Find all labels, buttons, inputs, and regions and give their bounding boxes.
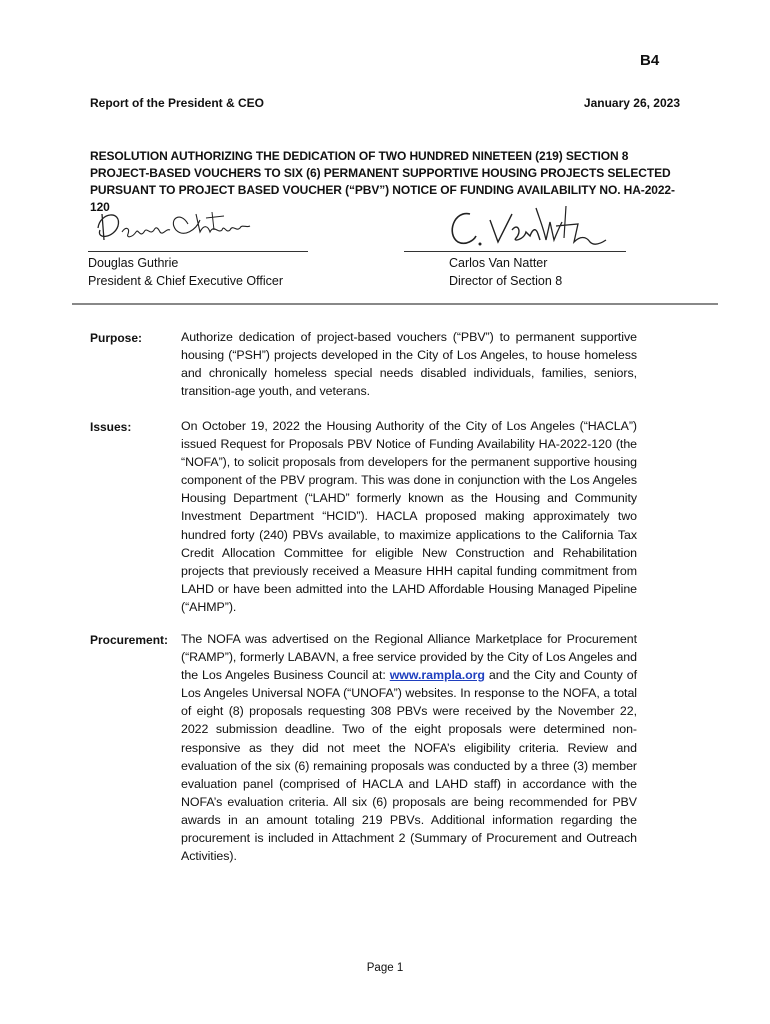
purpose-text: Authorize dedication of project-based vouchers (“PBV”) to permanent supportive housing (“PSH”) projects developed in the City of Los Angeles, to house homeless and chronically homeless special needs disabled individuals, families, seniors, transition-age youth, and veterans.	[181, 330, 637, 399]
section-divider	[72, 303, 718, 305]
signature-line	[404, 251, 626, 252]
signature-line	[88, 251, 308, 252]
signatory-2	[449, 254, 562, 290]
signatory-name: Douglas Guthrie	[88, 256, 179, 270]
purpose-label: Purpose:	[90, 331, 143, 345]
procurement-text-part1: The NOFA was advertised on the Regional Alliance Marketplace for Procurement (“RAMP”), formerly LABAVN, a free service provided by the City of Los Angeles and the Los Angeles Business Council at:	[181, 632, 637, 683]
report-heading: Report of the President & CEO	[90, 96, 265, 110]
resolution-title: RESOLUTION AUTHORIZING THE DEDICATION OF TWO HUNDRED NINETEEN (219) SECTION 8 PROJECT-BASED VOUCHERS TO SIX (6) PERMANENT SUPPORTIVE HOUSING PROJECTS SELECTED PURSUANT TO PROJECT BASED VOUCHER (“PBV”) NOTICE OF FUNDING AVAILABILITY NO. HA-2022-120	[90, 149, 675, 214]
document-code: B4	[640, 52, 660, 69]
issues-label: Issues:	[90, 420, 132, 434]
signatory-title: President & Chief Executive Officer	[88, 274, 283, 288]
signatory-1	[88, 254, 283, 290]
rampla-link[interactable]: www.rampla.org	[389, 668, 485, 683]
procurement-text	[181, 630, 637, 865]
procurement-label: Procurement:	[90, 633, 169, 647]
procurement-text-part2: and the City and County of Los Angeles Universal NOFA (“UNOFA”) websites. In response to the NOFA, a total of eight (8) proposals requesting 308 PBVs were received by the November 22, 2022 submission deadline. Two of the eight proposals were determined non-responsive as they did not meet the NOFA’s eligibility criteria. Review and evaluation of the six (6) remaining proposals was conducted by a three (3) member evaluation panel (comprised of HACLA and LAHD staff) in accordance with the NOFA’s evaluation criteria. All six (6) proposals are being recommended for PBV awards in an amount totaling 219 PBVs. Additional information regarding the procurement is included in Attachment 2 (Summary of Procurement and Outreach Activities).	[181, 668, 637, 864]
signatory-title: Director of Section 8	[449, 274, 563, 288]
signatory-name: Carlos Van Natter	[449, 256, 548, 270]
issues-text: On October 19, 2022 the Housing Authority of the City of Los Angeles (“HACLA”) issued Request for Proposals PBV Notice of Funding Availability HA-2022-120 (the “NOFA”), to solicit proposals from developers for the permanent supportive housing component of the PBV program. This was done in conjunction with the Los Angeles Housing Department (“LAHD” formerly known as the Housing and Community Investment Department “HCID”). HACLA proposed making approximately two hundred forty (240) PBVs available, to maximize applications to the California Tax Credit Allocation Committee for eligible New Construction and Rehabilitation projects that previously received a Measure HHH capital funding commitment from LAHD or have been admitted into the LAHD Affordable Housing Managed Pipeline (“AHMP”).	[181, 419, 637, 614]
page-number: Page 1	[366, 962, 404, 974]
signature-douglas-guthrie	[92, 200, 292, 255]
report-date: January 26, 2023	[583, 96, 680, 110]
